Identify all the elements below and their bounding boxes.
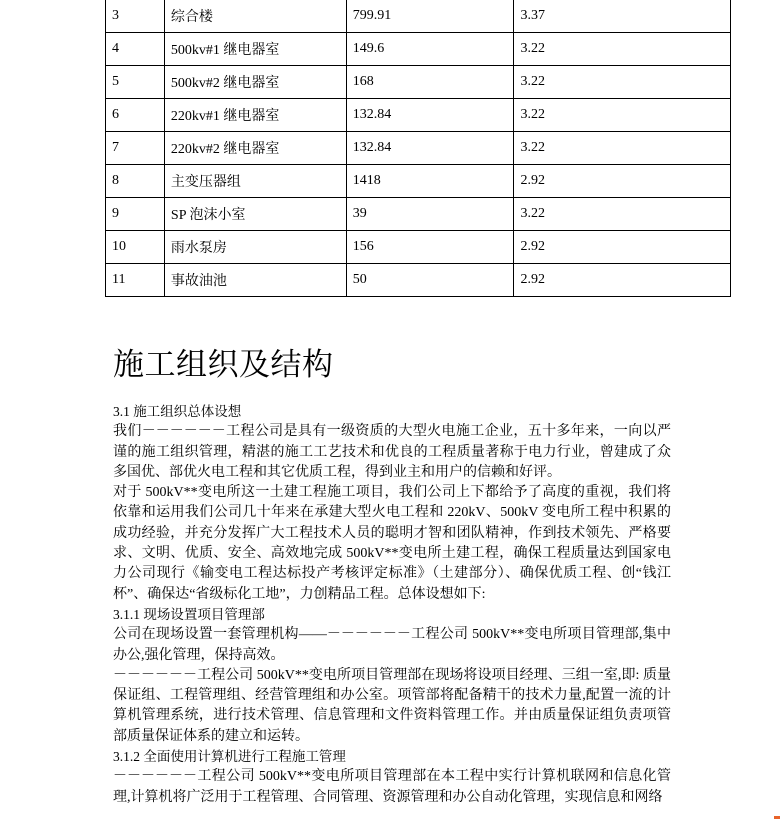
value-cell: 3.22 — [514, 66, 731, 99]
building-name-cell: 500kv#1 继电器室 — [164, 33, 346, 66]
area-cell: 168 — [346, 66, 514, 99]
building-name-cell: 220kv#2 继电器室 — [164, 132, 346, 165]
row-number-cell: 6 — [106, 99, 165, 132]
table-row — [106, 264, 731, 297]
table-row — [106, 66, 731, 99]
row-number-cell: 5 — [106, 66, 165, 99]
area-cell: 799.91 — [346, 0, 514, 33]
table-row — [106, 132, 731, 165]
area-cell: 39 — [346, 198, 514, 231]
building-name-cell: SP 泡沫小室 — [164, 198, 346, 231]
area-cell: 1418 — [346, 165, 514, 198]
body-paragraph: 我们－－－－－－工程公司是具有一级资质的大型火电施工企业，五十多年来，一向以严谨的施工组织管理，精湛的施工工艺技术和优良的工程质量著称于电力行业，曾建成了众多国优、部优火电工程和其它优质工程，得到业主和用户的信赖和好评。 — [113, 424, 671, 480]
building-name-cell: 雨水泵房 — [164, 231, 346, 264]
table-row — [106, 33, 731, 66]
area-cell: 149.6 — [346, 33, 514, 66]
subsection-title: 3.1.1 现场设置项目管理部 — [113, 606, 265, 622]
row-number-cell: 4 — [106, 33, 165, 66]
value-cell: 3.22 — [514, 33, 731, 66]
table-row — [106, 198, 731, 231]
row-number-cell: 11 — [106, 264, 165, 297]
table-row — [106, 0, 731, 33]
row-number-cell: 3 — [106, 0, 165, 33]
value-cell: 2.92 — [514, 231, 731, 264]
value-cell: 3.22 — [514, 198, 731, 231]
section-body — [113, 402, 671, 808]
row-number-cell: 7 — [106, 132, 165, 165]
area-cell: 50 — [346, 264, 514, 297]
table-row — [106, 165, 731, 198]
subsection-title: 3.1 施工组织总体设想 — [113, 404, 242, 419]
value-cell: 2.92 — [514, 264, 731, 297]
body-paragraph: －－－－－－工程公司 500kV**变电所项目管理部在本工程中实行计算机联网和信息化管理,计算机将广泛用于工程管理、合同管理、资源管理和办公自动化管理，实现信息和网络 — [113, 769, 671, 805]
table-row — [106, 231, 731, 264]
value-cell: 3.22 — [514, 132, 731, 165]
building-name-cell: 220kv#1 继电器室 — [164, 99, 346, 132]
area-cell: 132.84 — [346, 132, 514, 165]
building-data-table — [105, 0, 731, 297]
area-cell: 132.84 — [346, 99, 514, 132]
row-number-cell: 8 — [106, 165, 165, 198]
table-row — [106, 99, 731, 132]
building-name-cell: 事故油池 — [164, 264, 346, 297]
value-cell: 3.37 — [514, 0, 731, 33]
building-name-cell: 500kv#2 继电器室 — [164, 66, 346, 99]
subsection-title: 3.1.2 全面使用计算机进行工程施工管理 — [113, 749, 346, 765]
row-number-cell: 9 — [106, 198, 165, 231]
body-paragraph: 公司在现场设置一套管理机构——－－－－－－工程公司 500kV**变电所项目管理部,集中办公,强化管理，保持高效。 — [113, 627, 671, 663]
row-number-cell: 10 — [106, 231, 165, 264]
building-name-cell: 综合楼 — [164, 0, 346, 33]
building-name-cell: 主变压器组 — [164, 165, 346, 198]
table-body — [106, 0, 731, 297]
area-cell: 156 — [346, 231, 514, 264]
section-heading: 施工组织及结构 — [113, 347, 334, 382]
value-cell: 2.92 — [514, 165, 731, 198]
body-paragraph: 对于 500kV**变电所这一土建工程施工项目，我们公司上下都给予了高度的重视，我们将依靠和运用我们公司几十年来在承建大型火电工程和 220kV、500kV 变电所工程中积累的成功经验，并充分发挥广大工程技术人员的聪明才智和团队精神，作到技术领先、严格要求、文明、优质、安全、高效地完成 500kV**变电所土建工程，确保工程质量达到国家电力公司现行《输变电工程达标投产考核评定标准》（土建部分）、确保优质工程、创“钱江杯”、确保达“省级标化工地”，力创精品工程。总体设想如下: — [113, 485, 671, 602]
body-paragraph: －－－－－－工程公司 500kV**变电所项目管理部在现场将设项目经理、三组一室,即: 质量保证组、工程管理组、经营管理组和办公室。项管部将配备精干的技术力量,配置一流的计算机管理系统，进行技术管理、信息管理和文件资料管理工作。并由质量保证组负责项管部质量保证体系的建立和运转。 — [113, 667, 671, 744]
value-cell: 3.22 — [514, 99, 731, 132]
